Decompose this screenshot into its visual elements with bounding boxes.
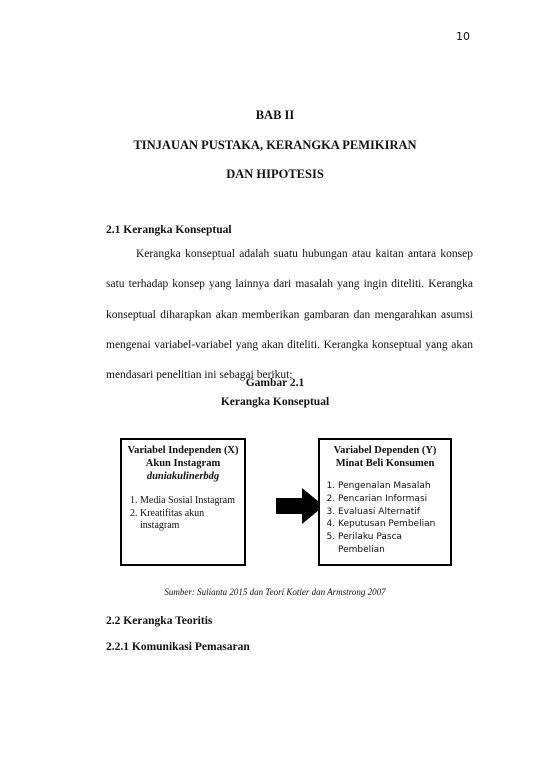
figure-source: Sumber: Sulianta 2015 dan Teori Kotler dan Armstrong 2007 [164, 587, 386, 597]
list-item: 2. Kreatifitas akun instagram [140, 508, 244, 533]
list-item: 1. Pengenalan Masalah [338, 480, 450, 493]
list-item: 5. Perilaku Pasca Pembelian [338, 531, 450, 557]
list-item: 3. Evaluasi Alternatif [338, 506, 450, 519]
section-heading-2-2: 2.2 Kerangka Teoritis [106, 615, 213, 627]
section-heading-2-1: 2.1 Kerangka Konseptual [106, 224, 232, 236]
dependent-variable-title: Variabel Dependen (Y) [333, 445, 437, 456]
body-paragraph [106, 239, 473, 390]
dependent-indicators-list [320, 480, 450, 557]
independent-indicators-list [122, 495, 244, 533]
chapter-title-line-1: TINJAUAN PUSTAKA, KERANGKA PEMIKIRAN [133, 138, 417, 152]
dependent-variable-box [318, 438, 452, 566]
paragraph-text: Kerangka konseptual adalah suatu hubungan atau kaitan antara konsep satu terhadap konsep yang lainnya dari masalah yang ingin diteliti. Kerangka konseptual diharapkan akan memberikan gambaran dan mengarahkan asumsi mengenai variabel-variabel yang akan diteliti. Kerangka konseptual yang akan mendasari penelitian ini sebagai berikut: [106, 248, 473, 382]
page-number: 10 [456, 30, 470, 43]
right-arrow-icon [276, 488, 324, 524]
chapter-heading: BAB II [255, 108, 295, 122]
list-item: 4. Keputusan Pembelian [338, 518, 450, 531]
independent-variable-title: Variabel Independen (X) [127, 445, 239, 456]
instagram-account-name: duniakulinerbdg [146, 471, 220, 482]
list-item: 1. Media Sosial Instagram [140, 495, 244, 508]
independent-variable-name: Akun Instagram [145, 458, 221, 469]
dependent-variable-name: Minat Beli Konsumen [335, 458, 435, 469]
independent-variable-box [120, 438, 246, 566]
figure-caption: Kerangka Konseptual [220, 396, 330, 408]
section-heading-2-2-1: 2.2.1 Komunikasi Pemasaran [106, 641, 250, 653]
list-item: 2. Pencarian Informasi [338, 493, 450, 506]
chapter-title-line-2: DAN HIPOTESIS [226, 167, 324, 181]
figure-label: Gambar 2.1 [245, 377, 305, 389]
